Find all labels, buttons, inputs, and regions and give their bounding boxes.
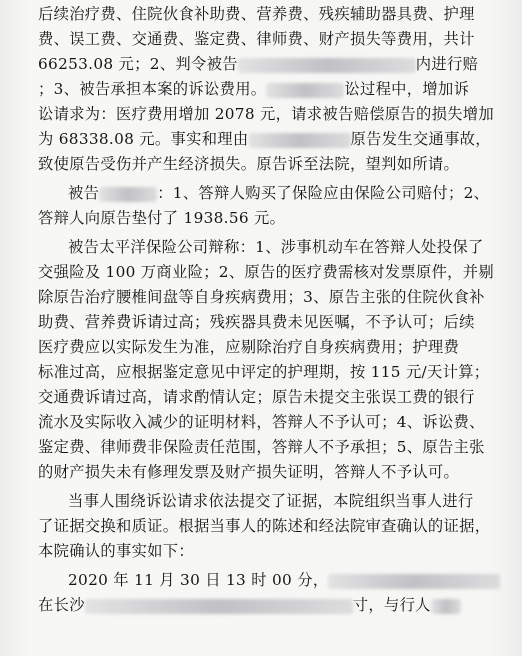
- text-line: 后续治疗费、住院伙食补助费、营养费、残疾辅助器具费、护理: [38, 5, 475, 23]
- text-line: 的财产损失未有修理发票及财产损失证明，答辩人不予认可。: [38, 463, 460, 481]
- paragraph-3-line-4: [38, 310, 510, 335]
- text-line: 了证据交换和质证。根据当事人的陈述和经法院审查确认的证据，: [38, 517, 491, 535]
- text-line: 被告: [68, 184, 100, 202]
- text-line: 致使原告受伤并产生经济损失。原告诉至法院，望判如所请。: [38, 155, 460, 173]
- text-line: 为 68338.08 元。事实和理由: [38, 130, 249, 148]
- redacted-block: [249, 133, 351, 148]
- paragraph-1-line-2: [38, 27, 510, 52]
- text-line: 讼请求为：医疗费用增加 2078 元，请求被告赔偿原告的损失增加: [38, 105, 494, 123]
- paragraph-3-line-1: [38, 235, 510, 260]
- text-line: 66253.08 元；2、判令被告: [38, 55, 238, 73]
- redacted-block: [328, 574, 500, 589]
- text-line: 标准过高，应根据鉴定意见中评定的护理期，按 115 元/天计算；: [38, 363, 490, 381]
- text-line: 流水及实际收入减少的证明材料，答辩人不予认可；4、诉讼费、: [38, 413, 485, 431]
- paragraph-1-line-3: [38, 52, 510, 77]
- text-line: ：1、答辩人购买了保险应由保险公司赔付；2、: [157, 184, 490, 202]
- paragraph-3-line-7: [38, 385, 510, 410]
- text-line: 原告发生交通事故，: [350, 130, 491, 148]
- text-line: 交通费诉请过高，请求酌情认定；原告未提交主张误工费的银行: [38, 388, 475, 406]
- redacted-block: [266, 83, 344, 98]
- paragraph-5-line-1: [38, 568, 510, 593]
- text-line: 在长沙: [38, 596, 85, 614]
- paragraph-4-line-1: [38, 489, 510, 514]
- paragraph-3-line-2: [38, 260, 510, 285]
- redacted-block: [431, 599, 461, 614]
- paragraph-3-line-9: [38, 435, 510, 460]
- text-line: 鉴定费、律师费非保险责任范围，答辩人不予承担；5、原告主张: [38, 438, 485, 456]
- text-line: 交强险及 100 万商业险；2、原告的医疗费需核对发票原件，并剔: [38, 263, 494, 281]
- text-line: 答辩人向原告垫付了 1938.56 元。: [38, 209, 286, 227]
- judgment-text: [38, 4, 510, 618]
- text-line: 寸，与行人: [352, 596, 431, 614]
- paragraph-1-line-5: [38, 102, 510, 127]
- text-line: 医疗费应以实际发生为准，应剔除治疗自身疾病费用；护理费: [38, 338, 460, 356]
- paragraph-1-line-1: [38, 2, 510, 27]
- text-line: 2020 年 11 月 30 日 13 时 00 分，: [68, 571, 329, 589]
- text-line: 本院确认的事实如下：: [38, 542, 194, 560]
- text-line: 当事人围绕诉讼请求依法提交了证据，本院组织当事人进行: [68, 492, 474, 510]
- redacted-block: [238, 58, 416, 73]
- redacted-block: [99, 187, 157, 202]
- text-line: 内进行赔: [415, 55, 479, 73]
- paragraph-4-line-3: [38, 539, 510, 564]
- text-line: ；3、被告承担本案的诉讼费用。: [38, 80, 267, 98]
- paragraph-2-line-1: [38, 181, 510, 206]
- text-line: 费、误工费、交通费、鉴定费、律师费、财产损失等费用，共计: [38, 30, 475, 48]
- paragraph-3-line-10: [38, 460, 510, 485]
- paragraph-4-line-2: [38, 514, 510, 539]
- redacted-block: [85, 599, 353, 614]
- paragraph-2-line-2: [38, 206, 510, 231]
- paragraph-3-line-8: [38, 410, 510, 435]
- paragraph-1-line-6: [38, 127, 510, 152]
- text-line: 被告太平洋保险公司辩称：1、涉事机动车在答辩人处投保了: [68, 238, 484, 256]
- paragraph-3-line-5: [38, 335, 510, 360]
- text-line: 讼过程中，增加诉: [344, 80, 470, 98]
- paragraph-1-line-4: [38, 77, 510, 102]
- text-line: 助费、营养费诉请过高；残疾器具费未见医嘱，不予认可；后续: [38, 313, 475, 331]
- paragraph-5-line-2: [38, 593, 510, 618]
- paragraph-1-line-7: [38, 152, 510, 177]
- text-line: 除原告治疗腰椎间盘等自身疾病费用；3、原告主张的住院伙食补: [38, 288, 485, 306]
- paragraph-3-line-3: [38, 285, 510, 310]
- paragraph-3-line-6: [38, 360, 510, 385]
